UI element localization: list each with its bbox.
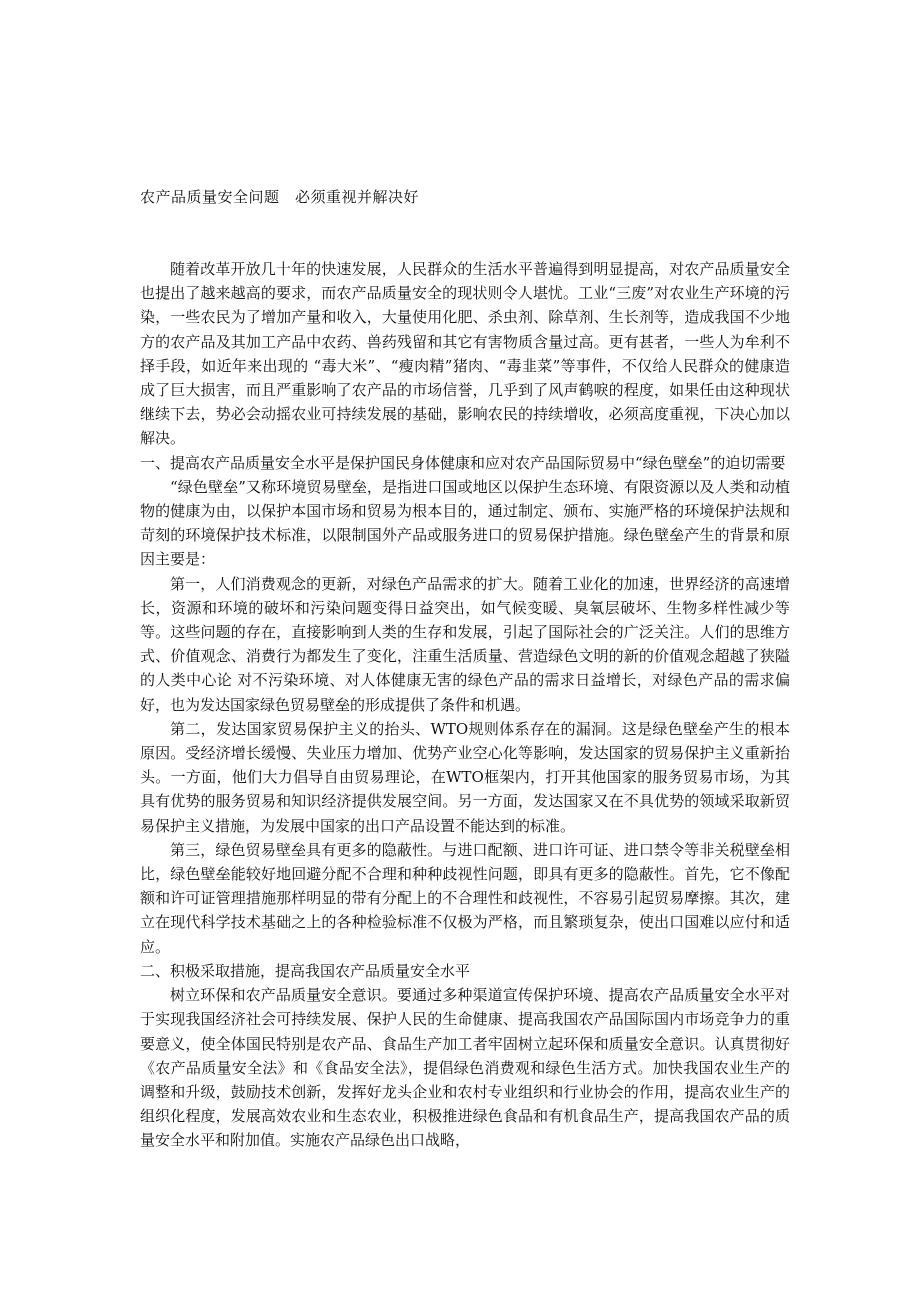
paragraph-reason-first: 第一，人们消费观念的更新，对绿色产品需求的扩大。随着工业化的加速，世界经济的高速增长，资源和环境的破坏和污染问题变得日益突出，如气候变暖、臭氧层破坏、生物多样性减少等等。这些问题的存在，直接影响到人类的生存和发展，引起了国际社会的广泛关注。人们的思维方式、价值观念、消费行为都发生了变化，注重生活质量、营造绿色文明的新的价值观念超越了狭隘的人类中心论 对不污染环境、对人体健康无害的绿色产品的需求日益增长，对绿色产品的需求偏好，也为发达国家绿色贸易壁垒的形成提供了条件和机遇。 — [140, 574, 790, 714]
paragraph-intro: 随着改革开放几十年的快速发展，人民群众的生活水平普遍得到明显提高，对农产品质量安全也提出了越来越高的要求，而农产品质量安全的现状则令人堪忧。工业“三废”对农业生产环境的污染，一些农民为了增加产量和收入，大量使用化肥、杀虫剂、除草剂、生长剂等，造成我国不少地方的农产品及其加工产品中农药、兽药残留和其它有害物质含量过高。更有甚者，一些人为牟利不择手段，如近年来出现的 “毒大米”、“瘦肉精”猪肉、“毒韭菜”等事件，不仅给人民群众的健康造成了巨大损害，而且严重影响了农产品的市场信誉，几乎到了风声鹤唳的程度，如果任由这种现状继续下去，势必会动摇农业可持续发展的基础，影响农民的持续增收，必须高度重视，下决心加以解决。 — [140, 260, 790, 448]
document-body — [140, 257, 790, 1153]
document-title: 农产品质量安全问题 必须重视并解决好 — [140, 188, 420, 206]
section-heading-1: 一、提高农产品质量安全水平是保护国民身体健康和应对农产品国际贸易中“绿色壁垒”的迫切需要 — [140, 453, 786, 472]
paragraph-measures: 树立环保和农产品质量安全意识。要通过多种渠道宣传保护环境、提高农产品质量安全水平对于实现我国经济社会可持续发展、保护人民的生命健康、提高我国农产品国际国内市场竞争力的重要意义，使全体国民特别是农产品、食品生产加工者牢固树立起环保和质量安全意识。认真贯彻好《农产品质量安全法》和《食品安全法》，提倡绿色消费观和绿色生活方式。加快我国农业生产的调整和升级，鼓励技术创新，发挥好龙头企业和农村专业组织和行业协会的作用，提高农业生产的组织化程度，发展高效农业和生态农业，积极推进绿色食品和有机食品生产，提高我国农产品的质量安全水平和附加值。实施农产品绿色出口战略， — [140, 986, 790, 1150]
paragraph-reason-second: 第二，发达国家贸易保护主义的抬头、WTO规则体系存在的漏洞。这是绿色壁垒产生的根本原因。受经济增长缓慢、失业压力增加、优势产业空心化等影响，发达国家的贸易保护主义重新抬头。一方面，他们大力倡导自由贸易理论，在WTO框架内，打开其他国家的服务贸易市场，为其具有优势的服务贸易和知识经济提供发展空间。另一方面，发达国家又在不具优势的领域采取新贸易保护主义措施，为发展中国家的出口产品设置不能达到的标准。 — [140, 719, 790, 835]
paragraph-reason-third: 第三，绿色贸易壁垒具有更多的隐蔽性。与进口配额、进口许可证、进口禁令等非关税壁垒相比，绿色壁垒能较好地回避分配不合理和种种歧视性问题，即具有更多的隐蔽性。首先，它不像配额和许可证管理措施那样明显的带有分配上的不合理性和歧视性，不容易引起贸易摩擦。其次，建立在现代科学技术基础之上的各种检验标准不仅极为严格，而且繁琐复杂，使出口国难以应付和适应。 — [140, 840, 790, 956]
section-heading-2: 二、积极采取措施，提高我国农产品质量安全水平 — [140, 961, 471, 980]
paragraph-green-barrier-definition: “绿色壁垒”又称环境贸易壁垒，是指进口国或地区以保护生态环境、有限资源以及人类和动植物的健康为由，以保护本国市场和贸易为根本目的，通过制定、颁布、实施严格的环境保护法规和苛刻的环境保护技术标准，以限制国外产品或服务进口的贸易保护措施。绿色壁垒产生的背景和原因主要是： — [140, 477, 790, 569]
